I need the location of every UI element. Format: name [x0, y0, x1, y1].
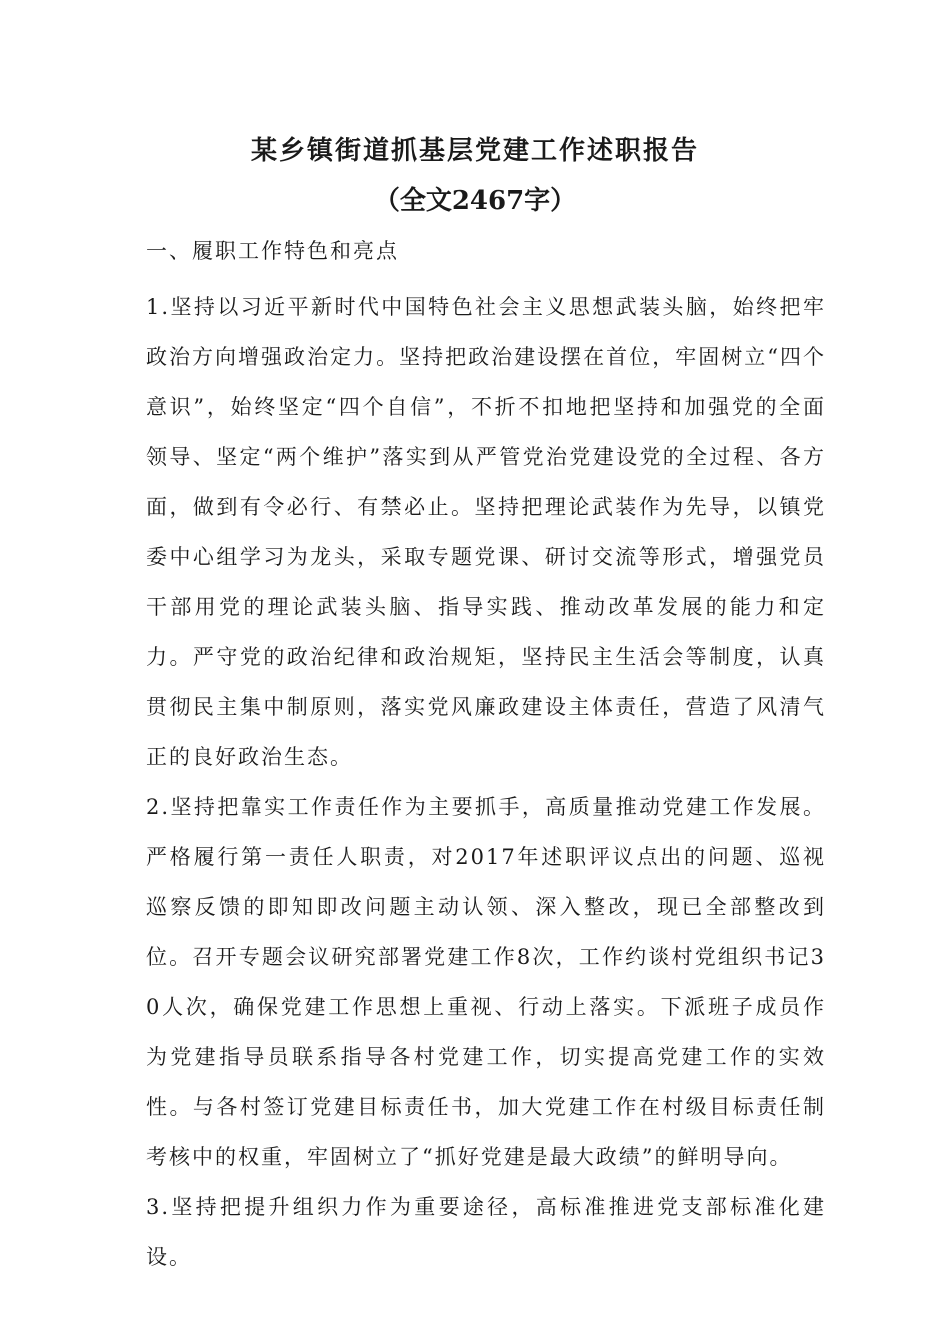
paragraph-3: 3.坚持把提升组织力作为重要途径，高标准推进党支部标准化建设。: [146, 1195, 826, 1269]
paragraph-1: 1.坚持以习近平新时代中国特色社会主义思想武装头脑，始终把牢政治方向增强政治定力。坚持把政治建设摆在首位，牢固树立“四个意识”，始终坚定“四个自信”，不折不扣地把坚持和加强党的全面领导、坚定“两个维护”落实到从严管党治党建设党的全过程、各方面，做到有令必行、有禁必止。坚持把理论武装作为先导，以镇党委中心组学习为龙头，采取专题党课、研讨交流等形式，增强党员干部用党的理论武装头脑、指导实践、推动改革发展的能力和定力。严守党的政治纪律和政治规矩，坚持民主生活会等制度，认真贯彻民主集中制原则，落实党风廉政建设主体责任，营造了风清气正的良好政治生态。: [146, 295, 826, 769]
paragraph-2: 2.坚持把靠实工作责任作为主要抓手，高质量推动党建工作发展。严格履行第一责任人职责，对2017年述职评议点出的问题、巡视巡察反馈的即知即改问题主动认领、深入整改，现已全部整改到位。召开专题会议研究部署党建工作8次，工作约谈村党组织书记30人次，确保党建工作思想上重视、行动上落实。下派班子成员作为党建指导员联系指导各村党建工作，切实提高党建工作的实效性。与各村签订党建目标责任书，加大党建工作在村级目标责任制考核中的权重，牢固树立了“抓好党建是最大政绩”的鲜明导向。: [146, 795, 826, 1169]
document-subtitle: （全文2467字）: [373, 186, 577, 216]
document-body: [146, 282, 826, 1282]
document-title: 某乡镇街道抓基层党建工作述职报告: [250, 136, 699, 166]
section-heading: 一、履职工作特色和亮点: [146, 239, 399, 263]
